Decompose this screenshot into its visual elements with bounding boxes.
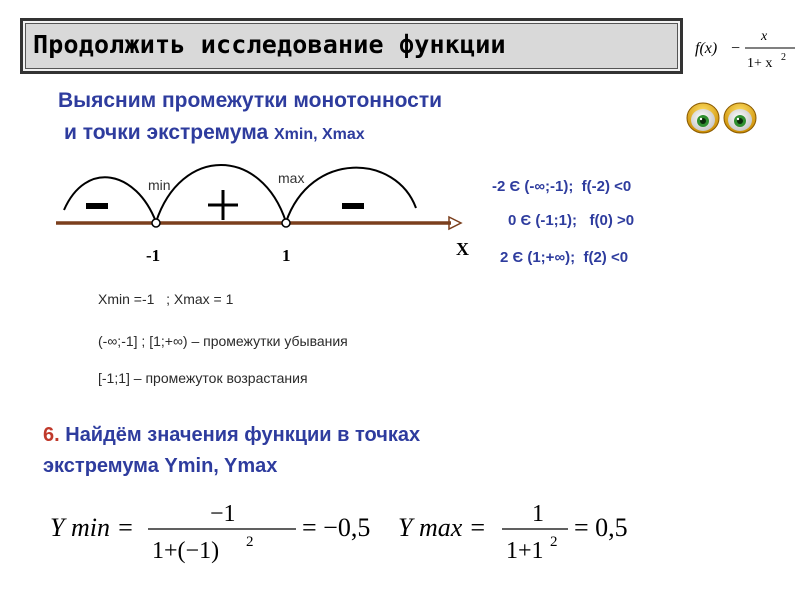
point-one: [282, 219, 290, 227]
heading-line2-text: и точки экстремума: [64, 121, 274, 144]
title-box: [20, 18, 683, 74]
condition-left: -2 Є (-∞;-1); f(-2) <0: [492, 178, 632, 195]
monotonicity-heading-line2: [64, 121, 365, 145]
ymax-exp: 2: [550, 534, 558, 550]
arc-middle: [156, 165, 286, 222]
section6-number: 6.: [43, 424, 60, 446]
sign-chart: [56, 160, 486, 265]
section6-text: Найдём значения функции в точках: [59, 424, 421, 446]
max-label: max: [278, 170, 305, 186]
condition-right: 2 Є (1;+∞); f(2) <0: [500, 249, 629, 266]
function-lhs: f(x): [695, 40, 718, 57]
ymax-formula: [398, 496, 658, 564]
ymin-numerator: −1: [210, 501, 236, 527]
right-eye: [724, 103, 756, 133]
decreasing-intervals: (-∞;-1] ; [1;+∞) – промежутки убывания: [98, 333, 348, 349]
heading-line2-vars: Xmin, Xmax: [273, 126, 365, 143]
arc-left: [64, 177, 156, 222]
section6-line1: [43, 424, 420, 447]
condition-middle: 0 Є (-1;1); f(0) >0: [508, 212, 635, 229]
x-axis-label: X: [456, 239, 469, 259]
ymax-lhs: Y max =: [398, 513, 487, 542]
increasing-interval: [-1;1] – промежуток возрастания: [98, 370, 308, 386]
function-denominator: 1+ x: [747, 56, 773, 71]
ymin-lhs: Y min =: [50, 513, 135, 542]
left-eye: [687, 103, 719, 133]
ymax-denominator: 1+1: [506, 538, 544, 564]
function-denominator-exp: 2: [781, 52, 786, 63]
function-sign: −: [731, 40, 741, 57]
minus-sign-right: [342, 203, 364, 209]
minus-sign-left: [86, 203, 108, 209]
section6-line2: экстремума Ymin, Ymax: [43, 455, 278, 477]
eyes-icon: [685, 101, 759, 135]
monotonicity-heading-line1: Выясним промежутки монотонности: [58, 89, 443, 112]
function-numerator: x: [761, 29, 768, 44]
min-label: min: [148, 177, 171, 193]
ymin-denominator: 1+(−1): [152, 538, 220, 564]
page-title: Продолжить исследование функции: [33, 30, 506, 59]
extrema-points: Xmin =-1 ; Xmax = 1: [98, 291, 234, 307]
ymin-result: = −0,5: [302, 513, 371, 542]
ymax-result: = 0,5: [574, 513, 628, 542]
point-minus-one: [152, 219, 160, 227]
function-formula: [693, 18, 797, 78]
tick-label-minus-one: -1: [146, 246, 161, 265]
ymin-formula: [50, 496, 371, 564]
ymax-numerator: 1: [532, 501, 544, 527]
tick-label-one: 1: [282, 246, 291, 265]
ymin-exp: 2: [246, 534, 254, 550]
arc-right: [286, 168, 416, 222]
